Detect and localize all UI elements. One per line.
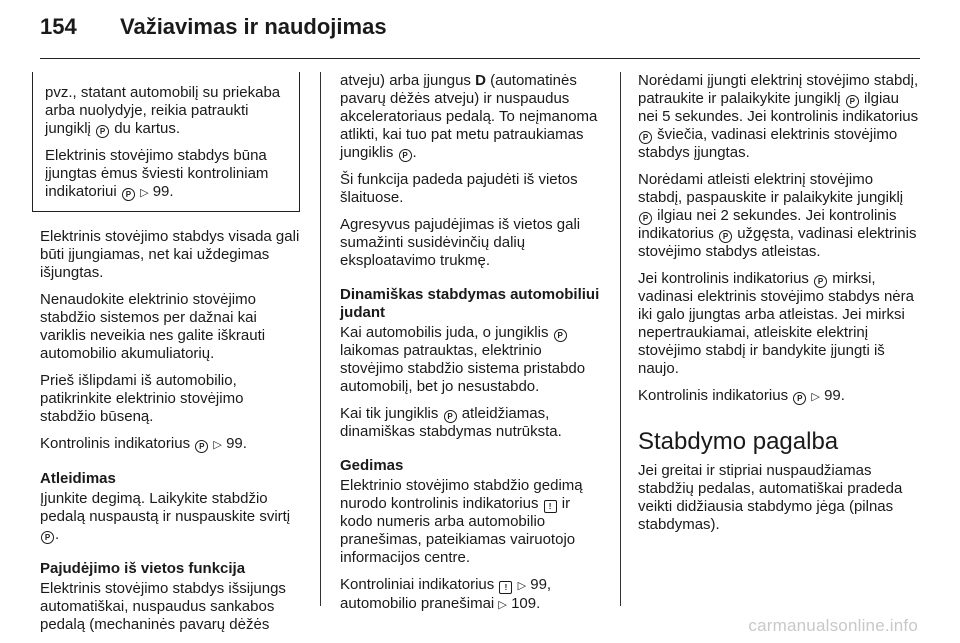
parking-brake-icon: P [96, 125, 109, 138]
body-paragraph: Prieš išlipdami iš automobilio, patikrinkite elektrinio stovėjimo stabdžio būseną. [40, 372, 244, 425]
chapter-title: Važiavimas ir naudojimas [120, 14, 387, 39]
page-reference-link[interactable]: 99, [530, 576, 552, 593]
body-paragraph: Elektrinio stovėjimo stabdžio gedimą nurodo kontrolinis indikatorius ! ir kodo numeris arba automobilio pranešimas, pateikiamas vairuotojo informacijos centre. [340, 477, 583, 566]
section-heading: Pajudėjimo iš vietos funkcija [40, 560, 246, 577]
parking-brake-icon: P [41, 531, 54, 544]
section-heading: Dinamiškas stabdymas automobiliui judant [340, 286, 600, 321]
body-paragraph: atveju) arba įjungus D (automatinės pavarų dėžės atveju) ir nuspaudus akceleratoriaus pedalą. To neįmanoma atlikti, kai tuo pat metu patraukiamas jungiklis P . [340, 72, 598, 161]
page-reference-link[interactable]: 99. [152, 183, 174, 200]
body-paragraph: Norėdami atleisti elektrinį stovėjimo stabdį, paspauskite ir palaikykite jungiklį P ilgiau nei 2 sekundes. Jei kontrolinis indikatorius P užgęsta, vadinasi elektrinis stovėjimo stabdys atleistas. [638, 171, 917, 260]
page-number: 154 [40, 14, 77, 39]
page-reference-arrow-icon: ▷ [811, 391, 820, 403]
watermark: carmanualsonline.info [748, 616, 918, 635]
parking-brake-icon: P [639, 131, 652, 144]
parking-brake-icon: P [719, 230, 732, 243]
body-paragraph: Jei kontrolinis indikatorius P mirksi, vadinasi elektrinis stovėjimo stabdys nėra iki galo įjungtas arba atleistas. Jei mirksi nepertraukiamai, atleiskite elektrinį stovėjimo stabdį ir bandykite įjungti iš naujo. [638, 270, 914, 377]
page-reference-link[interactable]: 99. [824, 387, 845, 404]
page-reference-link[interactable]: 109. [511, 595, 541, 612]
body-paragraph: Kontrolinis indikatorius P ▷ 99. [638, 387, 845, 404]
body-paragraph: Elektrinis stovėjimo stabdys visada gali būti įjungiamas, net kai uždegimas išjungtas. [40, 228, 300, 281]
page-reference-arrow-icon: ▷ [140, 187, 149, 199]
note-box [32, 72, 300, 212]
body-paragraph: Įjunkite degimą. Laikykite stabdžio pedalą nuspaustą ir nuspauskite svirtį P . [40, 490, 291, 543]
body-paragraph: Norėdami įjungti elektrinį stovėjimo stabdį, patraukite ir palaikykite jungiklį P ilgiau nei 5 sekundes. Jei kontrolinis indikatorius P šviečia, vadinasi elektrinis stovėjimo stabdys įjungtas. [638, 72, 919, 161]
page-reference-arrow-icon: ▷ [213, 439, 222, 451]
note-paragraph: pvz., statant automobilį su priekaba arba nuolydyje, reikia patraukti jungiklį P du kartus. [45, 84, 281, 137]
parking-brake-icon: P [793, 392, 806, 405]
column-1 [40, 72, 300, 643]
parking-brake-icon: P [399, 149, 412, 162]
body-paragraph: Kai tik jungiklis P atleidžiamas, dinamiškas stabdymas nutrūksta. [340, 405, 562, 440]
column-2 [340, 72, 602, 623]
parking-brake-icon: P [122, 188, 135, 201]
body-paragraph: Kai automobilis juda, o jungiklis P laikomas patrauktas, elektrinio stovėjimo stabdžio sistema pristabdo automobilį, bet jo nesustabdo. [340, 324, 586, 395]
header-rule [40, 58, 920, 59]
parking-brake-icon: P [814, 275, 827, 288]
body-paragraph: Kontroliniai indikatorius ! ▷ 99, automobilio pranešimai ▷ 109. [340, 576, 552, 612]
page-reference-link[interactable]: 99. [226, 435, 247, 452]
body-paragraph: Jei greitai ir stipriai nuspaudžiamas stabdžių pedalas, automatiškai pradeda veikti didžiausia stabdymo jėga (pilnas stabdymas). [638, 462, 903, 533]
page-reference-arrow-icon: ▷ [498, 599, 507, 611]
parking-brake-icon: P [554, 329, 567, 342]
column-divider [320, 72, 321, 606]
body-paragraph: Agresyvus pajudėjimas iš vietos gali sumažinti susidėvinčių dalių eksploatavimo trukmę. [340, 216, 581, 269]
column-divider [620, 72, 621, 606]
note-paragraph: Elektrinis stovėjimo stabdys būna įjungtas ėmus šviesti kontroliniam indikatoriui P ▷ 99. [45, 147, 269, 200]
section-heading: Atleidimas [40, 470, 116, 487]
gear-position-label: D [475, 72, 486, 89]
parking-brake-icon: P [195, 440, 208, 453]
body-paragraph: Nenaudokite elektrinio stovėjimo stabdžio sistemos per dažnai kai variklis neveikia nes galite iškrauti automobilio akumuliatorių. [40, 291, 266, 362]
brake-warning-icon: ! [544, 500, 557, 513]
body-paragraph: Elektrinis stovėjimo stabdys išsijungs automatiškai, nuspaudus sankabos pedalą (mechaninės pavarų dėžės [40, 580, 286, 633]
body-paragraph: Kontrolinis indikatorius P ▷ 99. [40, 435, 247, 452]
brake-warning-icon: ! [499, 581, 512, 594]
page-header [40, 14, 387, 48]
parking-brake-icon: P [444, 410, 457, 423]
section-heading: Gedimas [340, 457, 404, 474]
body-paragraph: Ši funkcija padeda pajudėti iš vietos šlaituose. [340, 171, 578, 206]
page-reference-arrow-icon: ▷ [517, 580, 527, 592]
parking-brake-icon: P [846, 95, 859, 108]
parking-brake-icon: P [639, 212, 652, 225]
column-3 [638, 72, 920, 543]
section-title: Stabdymo pagalba [638, 428, 839, 455]
